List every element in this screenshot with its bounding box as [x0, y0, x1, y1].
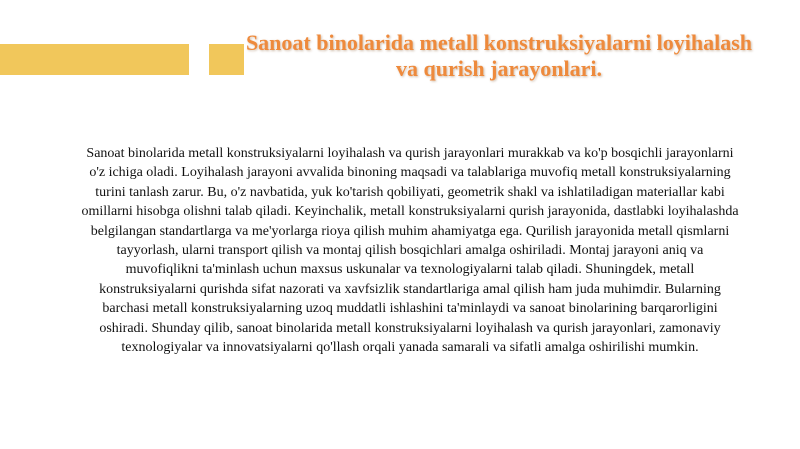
- decorative-accent-bar-short: [209, 44, 244, 75]
- slide-title: Sanoat binolarida metall konstruksiyalarni loyihalash va qurish jarayonlari.: [245, 30, 753, 81]
- slide-body-text: Sanoat binolarida metall konstruksiyalarni loyihalash va qurish jarayonlari murakkab va ko'p bosqichli jarayonlarni o'z ichiga oladi. Loyihalash jarayoni avvalida binoning maqsadi va talablariga muvofiq metall konstruksiyalarning turini tanlash zarur. Bu, o'z navbatida, yuk ko'tarish qobiliyati, geometrik shakl va ishlatiladigan materiallar kabi omillarni hisobga olishni talab qiladi. Keyinchalik, metall konstruksiyalarni qurish jarayonida, dastlabki loyihalashda belgilangan standartlarga va me'yorlarga rioya qilish muhim ahamiyatga ega. Qurilish jarayonida metall qismlarni tayyorlash, ularni transport qilish va montaj qilish bosqichlari amalga oshiriladi. Montaj jarayoni aniq va muvofiqlikni ta'minlash uchun maxsus uskunalar va texnologiyalarni talab qiladi. Shuningdek, metall konstruksiyalarni qurishda sifat nazorati va xavfsizlik standartlariga amal qilish ham juda muhimdir. Bularning barchasi metall konstruksiyalarning uzoq muddatli ishlashini ta'minlaydi va sanoat binolarining barqarorligini oshiradi. Shunday qilib, sanoat binolarida metall konstruksiyalarni loyihalash va qurish jarayonlari, zamonaviy texnologiyalar va innovatsiyalarni qo'llash orqali yanada samarali va sifatli amalga oshirilishi mumkin.: [81, 146, 739, 356]
- decorative-accent-bar-long: [0, 44, 189, 75]
